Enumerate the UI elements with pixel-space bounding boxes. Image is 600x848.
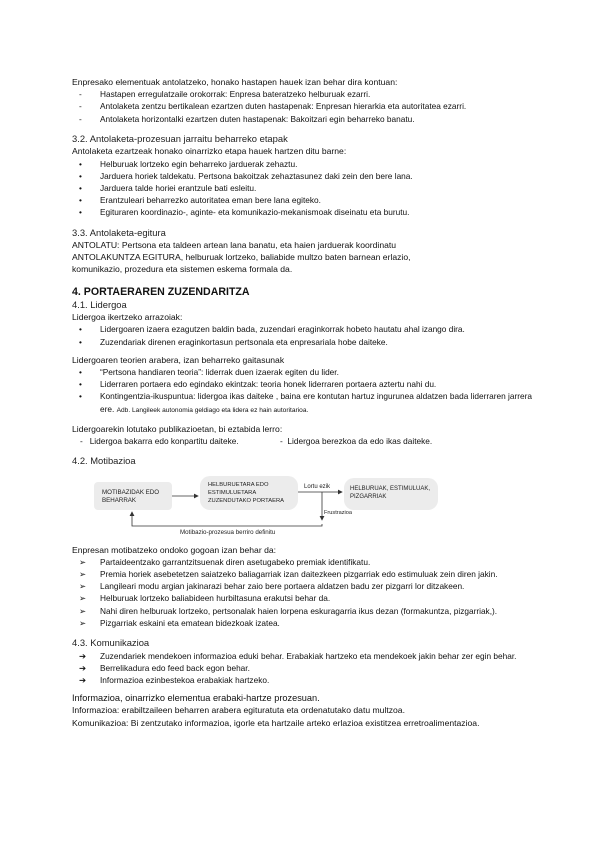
publications-intro: Lidergoarekin lotutako publikazioetan, bi eztabida lerro:: [72, 423, 283, 434]
communication-line: Komunikazioa: Bi zentzutako informazioa, igorle eta hartzaile arteko erlazioa existitzea erretroalimentazioa.: [72, 717, 480, 728]
communication-line: Informazioa, oinarrizko elementua erabaki-hartze prozesuan.: [72, 693, 320, 704]
list-item: • Jarduera horiek taldekatu. Pertsona bakoitzak zehaztasunez daki zein den bere lana.: [79, 170, 413, 181]
diagram-box-behavior-text: ZUZENDUTAKO PORTAERA: [208, 497, 285, 504]
list-item: • Lidergoaren izaera ezagutzen baldin bada, zuzendari eraginkorrak hobeto hautatu ahal izango dira.: [79, 324, 465, 335]
document-page: [72, 76, 532, 729]
list-item: ➔ Berrelikadura edo feed back egon behar.: [79, 662, 250, 673]
diagram-loop-label: Motibazio-prozesua berriro definitu: [180, 528, 276, 536]
diagram-box-needs-text: MOTIBAZIDAK EDO: [102, 488, 160, 496]
section-4-3-heading: 4.3. Komunikazioa: [72, 637, 150, 649]
diagram-loop-line: [132, 512, 322, 526]
list-item: ➔ Zuzendariek mendekoen informazioa eduki behar. Erabakiak hartzeko eta mendekoek jakin behar zer egin behar.: [79, 650, 517, 661]
publication-line-right: - Lidergoa berezkoa da edo ikas daiteke.: [280, 435, 433, 446]
list-item: • Zuzendariak direnen eraginkortasun pertsonala eta enpresariala hobe daiteke.: [79, 336, 388, 347]
publication-line-left: - Lidergoa bakarra edo konpartitu daiteke.: [80, 435, 239, 446]
section-4-1-heading: 4.1. Lidergoa: [72, 298, 127, 310]
publications-lines: [72, 435, 532, 447]
list-item: ➢ Pizgarriak eskaini eta ematean bidezkoak izatea.: [79, 617, 280, 628]
list-item: • Erantzuleari beharrezko autoritatea eman bere lana egiteko.: [79, 195, 321, 206]
communication-list: [72, 650, 532, 687]
intro-list: [72, 88, 532, 125]
motivation-list: [72, 556, 532, 629]
section-3-3-heading: 3.3. Antolaketa-egitura: [72, 226, 166, 238]
diagram-box-needs-text: BEHARRAK: [102, 496, 137, 504]
list-item: ➢ Nahi diren helburuak lortzeko, pertsonalak haien lorpena eskuragarria ikus dezan (formakuntza, pizgarriak,).: [79, 605, 498, 616]
list-item: - Antolaketa horizontalki ezartzen duten hastapenak: Bakoitzari egin beharreko banatu.: [79, 113, 415, 124]
list-item: • Egituraren koordinazio-, aginte- eta komunikazio-mekanismoak diseinatu eta burutu.: [79, 207, 410, 218]
leadership-theories-intro: Lidergoaren teorien arabera, izan beharreko gaitasunak: [72, 354, 285, 365]
list-item: • Kontingentzia-ikuspuntua: lidergoa ikas daiteke , baina ere kontutan hartuz ingurunea aldatzen bada liderraren jarrera ere. Adb. Langileek autonomia geldiago eta lidera ez hain autoritarioa.: [79, 391, 532, 414]
diagram-box-goals-text: HELBURUAK, ESTIMULUAK,: [350, 485, 431, 492]
list-item: • Helburuak lortzeko egin beharreko jarduerak zehaztu.: [79, 158, 298, 169]
list-item: • Jarduera talde horiei erantzule bati esleitu.: [79, 182, 257, 193]
section-3-2-heading: 3.2. Antolaketa-prozesuan jarraitu beharreko etapak: [72, 132, 288, 144]
diagram-box-needs: [94, 482, 172, 510]
intro-paragraph: Enpresako elementuak antolatzeko, honako hastapen hauek izan behar dira kontuan:: [72, 77, 398, 87]
diagram-box-goals-text: PIZGARRIAK: [350, 493, 387, 500]
list-item: • Liderraren portaera edo egindako ekintzak: teoria honek liderraren portaera aztertu nahi du.: [79, 379, 437, 390]
list-item: ➢ Langileari modu argian jakinarazi behar zaio bere portaera aldatzen badu zer pizgarri lor ditzakeen.: [79, 581, 465, 592]
list-item: ➢ Helburuak lortzeko baliabideen hurbiltasuna erakutsi behar da.: [79, 593, 331, 604]
section-3-2-intro: Antolaketa ezartzeak honako oinarrizko etapa hauek hartzen ditu barne:: [72, 146, 347, 157]
list-item: - Antolaketa zentzu bertikalean ezartzen duten hastapenak: Enpresan hierarkia eta autoritatea ezarri.: [79, 101, 467, 112]
diagram-box-behavior-text: ESTIMULUETARA: [208, 489, 257, 496]
leadership-reasons-list: [72, 323, 532, 347]
section-3-2-list: [72, 158, 532, 219]
section-4-heading: 4. PORTAERAREN ZUZENDARITZA: [72, 285, 250, 298]
diagram-box-behavior-text: HELBURUETARA EDO: [208, 481, 269, 488]
list-item: ➢ Premia horiek asebetetzen saiatzeko baliagarriak izan daitezkeen pizgarriak edo estimuluak zein diren jakin.: [79, 569, 498, 580]
leadership-theories-list: [72, 366, 532, 417]
motivation-intro: Enpresan motibatzeko ondoko gogoan izan behar da:: [72, 544, 277, 555]
communication-line: Informazioa: erabiltzaileen beharren arabera egituratuta eta ordenatutako datu multzoa.: [72, 705, 405, 716]
diagram-label-frustration: Frustrazioa: [324, 509, 352, 516]
section-4-2-heading: 4.2. Motibazioa: [72, 455, 136, 467]
motivation-diagram: [72, 470, 532, 538]
list-item: - Hastapen erregulatzaile orokorrak: Enpresa bateratzeko helburuak ezarri.: [79, 89, 371, 100]
list-item: ➢ Partaideentzako garrantzitsuenak diren asetugabeko premiak identifikatu.: [79, 556, 371, 567]
section-3-3-line: ANTOLATU: Pertsona eta taldeen artean lana banatu, eta haien jarduerak koordinatu: [72, 240, 397, 251]
example-note: Adb. Langileek autonomia geldiago eta lidera ez hain autoritarioa.: [116, 406, 309, 414]
section-3-3-line: ANTOLAKUNTZA EGITURA, helburuak lortzeko, baliabide multzo baten barnean erlazio,: [72, 252, 411, 263]
diagram-label-lortu: Lortu ezik: [304, 483, 331, 490]
section-3-3-line: komunikazio, prozedura eta sistemen eskema formala da.: [72, 264, 293, 275]
list-item: ➔ Informazioa ezinbestekoa erabakiak hartzeko.: [79, 675, 270, 685]
list-item: • “Pertsona handiaren teoria”: liderrak duen izaerak egiten du lider.: [79, 366, 339, 377]
leadership-reasons-intro: Lidergoa ikertzeko arrazoiak:: [72, 312, 183, 323]
